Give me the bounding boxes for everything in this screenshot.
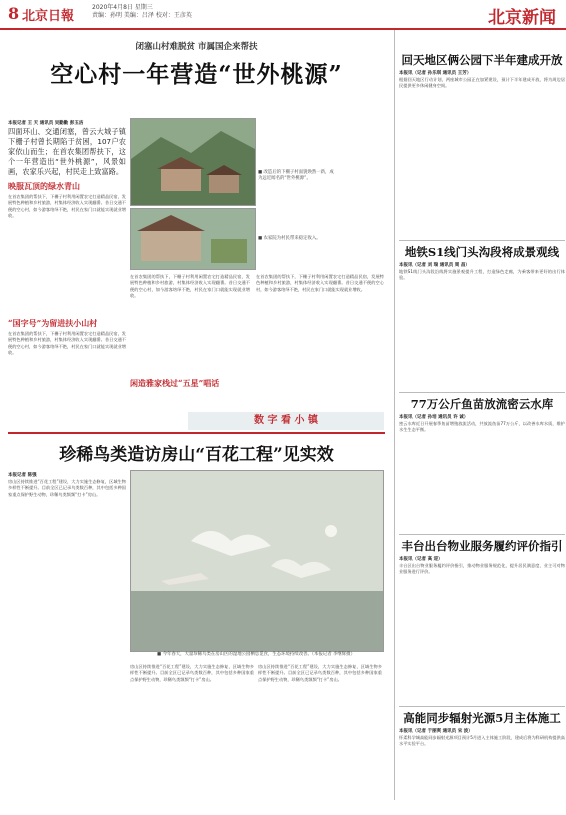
bird-story-byline: 本报记者 陈强	[8, 473, 37, 478]
brief-3	[399, 396, 565, 531]
brief-5-byline: 本报讯（记者 于丽爽 通讯员 宋 波）	[399, 729, 473, 734]
divider	[399, 392, 565, 393]
top-story-body-3: 在首农集团的帮扶下，下栅子村利用闲置农宅打造精品民宿，发展特色种植和乡村旅游，村集体经济收入实现翻番。昔日交通不便的空心村，如今游客络绎不绝，村民在家门口就能实现就业增收。	[130, 274, 250, 298]
banner-text: 数 字 看 小 镇	[254, 415, 318, 426]
bird-story-body-1: 房山区持续推进“百花工程”建设，大力实施生态修复，区域生物多样性不断提升。目前全区已记录鸟类数百种，其中包括多种国家重点保护野生动物，珍稀鸟类频频“打卡”房山。	[8, 479, 126, 497]
section-title: 北京新闻	[488, 8, 556, 28]
brief-3-headline: 77万公斤鱼苗放流密云水库	[410, 397, 554, 411]
editor-line: 责编：孙明 美编：吕泽 校对：王彦英	[92, 12, 192, 19]
top-story-body-4: 在首农集团的帮扶下，下栅子村利用闲置农宅打造精品民宿，发展特色种植和乡村旅游，村集体经济收入实现翻番。昔日交通不便的空心村，如今游客络绎不绝，村民在家门口就能实现就业增收。	[256, 274, 384, 292]
bird-story-headline: 珍稀鸟类造访房山“百花工程”见实效	[59, 445, 334, 465]
village-photo-1	[130, 118, 256, 206]
bird-story-text-block	[8, 470, 126, 799]
brief-2-byline: 本报讯（记者 刘 瑞 通讯员 周 昌）	[399, 263, 470, 268]
digital-town-banner	[188, 412, 384, 430]
brief-5	[399, 710, 565, 815]
brief-4-headline: 丰台出台物业服务履约评价指引	[401, 539, 563, 553]
top-story-lead-block	[8, 118, 126, 381]
main-column	[8, 30, 385, 800]
section-divider	[8, 432, 385, 434]
top-story-lead: 四面环山、交通闭塞，曾云大城子镇下栅子村曾长期陷于贫困，107户农家依山而生；在首农集团帮扶下，这个一年营造出“世外桃源”，风景如画，农家乐兴起，村民走上致富路。	[8, 127, 126, 176]
top-story-headline: 空心村一年营造“世外桃源”	[50, 61, 343, 88]
top-story-body-1: 在首农集团的帮扶下，下栅子村利用闲置农宅打造精品民宿，发展特色种植和乡村旅游，村集体经济收入实现翻番。昔日交通不便的空心村，如今游客络绎不绝，村民在家门口就能实现就业增收。	[8, 194, 126, 218]
top-story-kicker: 闭塞山村难脱贫 市属国企来帮扶	[135, 42, 258, 52]
bird-photo-caption: ■ 今年春天，大量珍稀鸟类在房山区的湿地公园栖息觅食，生态环境持续改善。（本报记者 李继辉摄）	[157, 652, 355, 657]
dateline	[92, 4, 192, 20]
bird-story-body-3: 房山区持续推进“百花工程”建设，大力实施生态修复，区域生物多样性不断提升。目前全区已记录鸟类数百种，其中包括多种国家重点保护野生动物，珍稀鸟类频频“打卡”房山。	[258, 664, 382, 682]
newspaper-logo: 北京日報	[22, 9, 75, 24]
top-story-byline: 本报记者 王 天 通讯员 吴勤勤 彭玉洁	[8, 121, 84, 126]
bird-photo	[130, 470, 384, 652]
issue-date: 2020年4月8日 星期三	[92, 4, 153, 11]
brief-4-body: 丰台区出台物业服务履约评价指引，推动物业服务规范化，提升居民满意度，业主可对物业服务进行评价。	[399, 563, 565, 575]
brief-2-headline: 地铁S1线门头沟段将成景观线	[404, 245, 560, 259]
brief-1-headline: 回天地区俩公园下半年建成开放	[401, 53, 563, 67]
news-brief-column	[394, 30, 565, 800]
top-story-body-2: 在首农集团的帮扶下，下栅子村利用闲置农宅打造精品民宿，发展特色种植和乡村旅游，村集体经济收入实现翻番。昔日交通不便的空心村，如今游客络绎不绝，村民在家门口就能实现就业增收。	[8, 331, 126, 355]
bird-story-body-2: 房山区持续推进“百花工程”建设，大力实施生态修复，区域生物多样性不断提升。目前全区已记录鸟类数百种，其中包括多种国家重点保护野生动物，珍稀鸟类频频“打卡”房山。	[130, 664, 254, 682]
page-number: 8	[8, 4, 20, 23]
brief-4-byline: 本报讯（记者 高 迎）	[399, 557, 443, 562]
masthead	[0, 0, 566, 30]
brief-1-byline: 本报讯（记者 孙乐琪 通讯员 王芳）	[399, 71, 472, 76]
divider	[399, 240, 565, 241]
brief-3-body: 密云水库近日开展春季鱼苗增殖放流活动，共放流鱼苗77万公斤，以改善水库水质，维护水生生态平衡。	[399, 421, 565, 433]
photo-caption-2: ■ 农家院为村民带来稳定收入。	[258, 236, 321, 241]
brief-2-body: 地铁S1线门头沟段沿线将实施景观提升工程，打造绿色走廊，为乘客带来更好的出行体验。	[399, 269, 565, 281]
brief-2	[399, 244, 565, 389]
brief-5-body: 怀柔科学城高能同步辐射光源项目预计5月进入主体施工阶段，建成后将为科研机构提供高水平实验平台。	[399, 735, 565, 747]
photo-caption-1: ■ 改造后的下栅子村面貌焕然一新，成为远近闻名的“世外桃源”。	[258, 170, 334, 181]
subhead-homestay: 闲造雅家栈过“五星”唱话	[130, 378, 220, 388]
brief-1	[399, 52, 565, 237]
brief-4	[399, 538, 565, 703]
brief-5-headline: 高能同步辐射光源5月主体施工	[403, 711, 561, 725]
brief-3-byline: 本报讯（记者 孙培 通讯员 许 诚）	[399, 415, 469, 420]
subhead-state-enterprise: “国字号”为留进扶小山村	[8, 318, 98, 328]
divider	[399, 534, 565, 535]
village-photo-2	[130, 208, 256, 270]
subhead-green-hills: 映服瓦顶的绿水青山	[8, 181, 80, 191]
divider	[399, 706, 565, 707]
brief-1-body: 根据回天地区行动计划，两座城市公园正在加紧建设，预计下半年建成开放，将为周边居民提供更多休闲健身空间。	[399, 77, 565, 89]
